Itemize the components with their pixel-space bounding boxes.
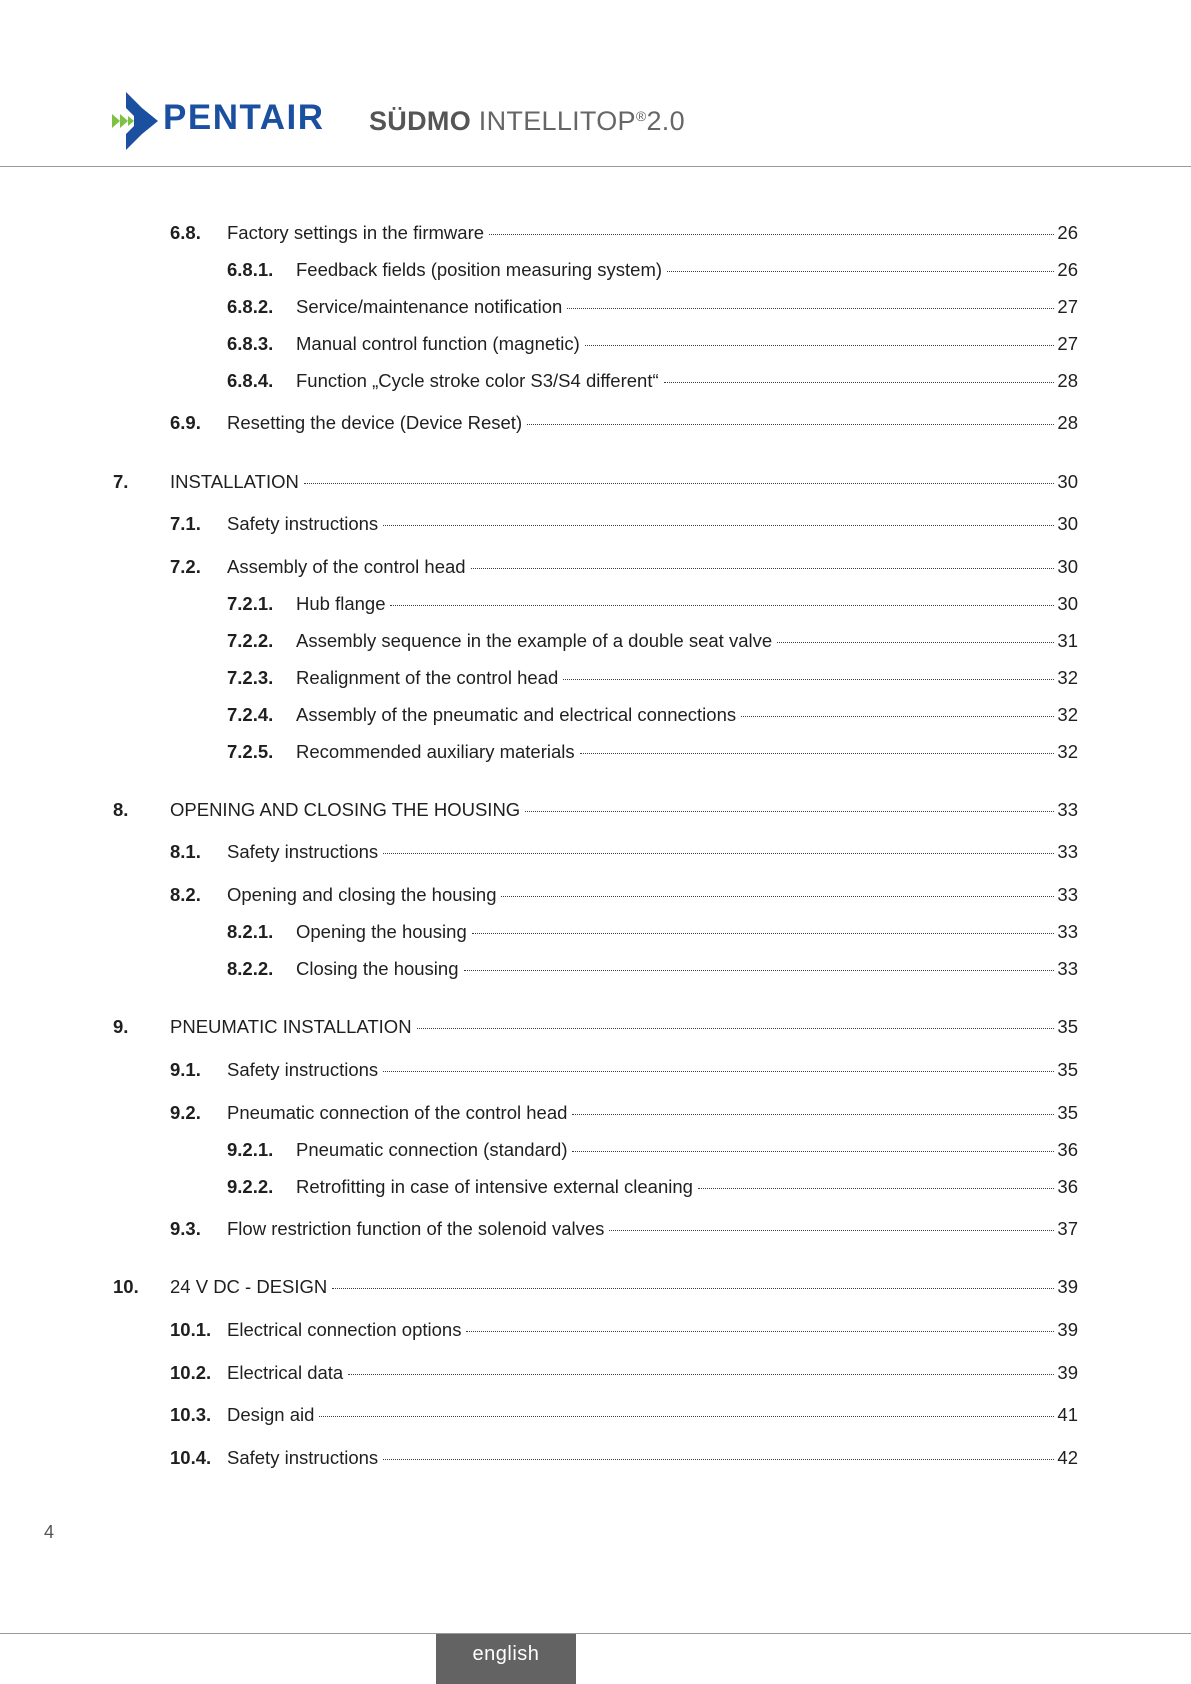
toc-title: Recommended auxiliary materials [296,741,575,762]
toc-entry[interactable] [227,1176,1078,1202]
toc-title: Hub flange [296,593,386,614]
toc-number: 8.2. [170,884,201,905]
toc-leader [304,483,1055,484]
toc-leader [567,308,1054,309]
toc-number: 10.4. [170,1447,212,1468]
toc-page: 39 [1057,1362,1078,1383]
toc-leader [501,896,1054,897]
toc-title: Safety instructions [227,1059,379,1080]
product-name: INTELLITOP [471,106,636,136]
toc-page: 39 [1057,1276,1078,1297]
toc-leader [572,1151,1054,1152]
toc-page: 26 [1057,259,1078,280]
toc-page: 27 [1057,296,1078,317]
toc-title: Manual control function (magnetic) [296,333,580,354]
toc-title: Assembly of the control head [227,556,466,577]
toc-page: 36 [1057,1176,1078,1197]
toc-leader [741,716,1054,717]
toc-page: 28 [1057,370,1078,391]
toc-page: 32 [1057,704,1078,725]
toc-number: 9.1. [170,1059,201,1080]
toc-leader [383,1071,1054,1072]
toc-entry[interactable] [227,1139,1078,1165]
toc-leader [319,1416,1054,1417]
toc-title: Electrical data [227,1362,344,1383]
toc-leader [585,345,1055,346]
toc-title: OPENING AND CLOSING THE HOUSING [170,799,521,820]
toc-title: Assembly of the pneumatic and electrical connections [296,704,737,725]
toc-page: 41 [1057,1404,1078,1425]
toc-leader [464,970,1055,971]
toc-number: 6.8.1. [227,259,274,280]
toc-number: 7.2.2. [227,630,274,651]
toc-leader [471,568,1055,569]
toc-leader [525,811,1054,812]
toc-number: 7.1. [170,513,201,534]
toc-leader [572,1114,1054,1115]
toc-title: Safety instructions [227,1447,379,1468]
toc-entry[interactable] [227,704,1078,730]
toc-entry[interactable] [170,412,1078,438]
toc-leader [489,234,1054,235]
toc-number: 7. [113,471,129,492]
footer-divider [0,1633,1191,1634]
toc-entry[interactable] [170,884,1078,910]
toc-page: 32 [1057,667,1078,688]
toc-entry[interactable] [113,471,1078,497]
toc-entry[interactable] [170,556,1078,582]
toc-entry[interactable] [170,1404,1078,1430]
toc-title: Safety instructions [227,513,379,534]
toc-title: Opening the housing [296,921,467,942]
toc-entry[interactable] [227,921,1078,947]
toc-number: 7.2.4. [227,704,274,725]
toc-number: 6.8.4. [227,370,274,391]
toc-number: 9.2.2. [227,1176,274,1197]
toc-page: 32 [1057,741,1078,762]
toc-number: 7.2.5. [227,741,274,762]
toc-leader [390,605,1054,606]
toc-title: Flow restriction function of the solenoid valves [227,1218,605,1239]
toc-entry[interactable] [170,1319,1078,1345]
brand-name: PENTAIR [163,98,325,137]
toc-number: 6.9. [170,412,201,433]
toc-page: 30 [1057,471,1078,492]
product-version: 2.0 [646,106,685,136]
toc-number: 10.1. [170,1319,212,1340]
toc-page: 28 [1057,412,1078,433]
toc-number: 10. [113,1276,139,1297]
toc-entry[interactable] [227,296,1078,322]
toc-leader [466,1331,1054,1332]
toc-leader [609,1230,1054,1231]
toc-number: 7.2. [170,556,201,577]
toc-title: Safety instructions [227,841,379,862]
registered-mark: ® [635,108,647,124]
toc-entry[interactable] [113,1276,1078,1302]
toc-leader [698,1188,1054,1189]
toc-entry[interactable] [113,1016,1078,1042]
toc-page: 27 [1057,333,1078,354]
toc-leader [383,1459,1054,1460]
toc-title: Resetting the device (Device Reset) [227,412,523,433]
toc-title: Opening and closing the housing [227,884,497,905]
toc-page: 33 [1057,921,1078,942]
toc-page: 30 [1057,593,1078,614]
toc-leader [580,753,1055,754]
toc-number: 10.2. [170,1362,212,1383]
toc-title: Design aid [227,1404,315,1425]
toc-entry[interactable] [170,1362,1078,1388]
toc-page: 33 [1057,841,1078,862]
toc-number: 6.8. [170,222,201,243]
toc-title: Pneumatic connection of the control head [227,1102,568,1123]
toc-leader [472,933,1055,934]
toc-title: Function „Cycle stroke color S3/S4 different“ [296,370,659,391]
toc-number: 8.1. [170,841,201,862]
toc-page: 35 [1057,1102,1078,1123]
toc-page: 36 [1057,1139,1078,1160]
language-tab: english [436,1634,576,1684]
toc-title: Retrofitting in case of intensive external cleaning [296,1176,693,1197]
toc-entry[interactable] [113,799,1078,825]
toc-page: 30 [1057,556,1078,577]
toc-entry[interactable] [170,222,1078,248]
toc-page: 30 [1057,513,1078,534]
toc-page: 31 [1057,630,1078,651]
toc-entry[interactable] [170,513,1078,539]
toc-number: 8.2.1. [227,921,274,942]
toc-page: 39 [1057,1319,1078,1340]
product-title [369,106,685,137]
toc-entry[interactable] [227,593,1078,619]
toc-page: 35 [1057,1016,1078,1037]
toc-entry[interactable] [227,667,1078,693]
toc-entry[interactable] [170,1102,1078,1128]
toc-title: Service/maintenance notification [296,296,563,317]
toc-entry[interactable] [170,841,1078,867]
header-divider [0,166,1191,167]
toc-number: 9.3. [170,1218,201,1239]
toc-title: Electrical connection options [227,1319,462,1340]
toc-entry[interactable] [170,1447,1078,1473]
toc-leader [383,853,1054,854]
toc-leader [777,642,1054,643]
toc-page: 33 [1057,884,1078,905]
toc-number: 6.8.2. [227,296,274,317]
toc-title: Feedback fields (position measuring system) [296,259,663,280]
toc-number: 10.3. [170,1404,212,1425]
toc-title: Realignment of the control head [296,667,559,688]
toc-leader [563,679,1054,680]
toc-page: 33 [1057,958,1078,979]
toc-title: INSTALLATION [170,471,299,492]
toc-leader [417,1028,1055,1029]
product-brand: SÜDMO [369,106,471,136]
toc-number: 6.8.3. [227,333,274,354]
toc-page: 42 [1057,1447,1078,1468]
toc-leader [348,1374,1054,1375]
toc-leader [332,1288,1054,1289]
toc-number: 8. [113,799,129,820]
toc-leader [667,271,1054,272]
toc-leader [664,382,1055,383]
toc-title: Factory settings in the firmware [227,222,485,243]
pentair-logo-icon [112,92,158,150]
toc-number: 8.2.2. [227,958,274,979]
toc-number: 7.2.1. [227,593,274,614]
page-number: 4 [44,1522,55,1542]
toc-leader [383,525,1054,526]
toc-entry[interactable] [227,370,1078,396]
toc-title: Pneumatic connection (standard) [296,1139,568,1160]
toc-title: 24 V DC - DESIGN [170,1276,328,1297]
toc-entry[interactable] [227,333,1078,359]
toc-title: Assembly sequence in the example of a double seat valve [296,630,773,651]
toc-number: 7.2.3. [227,667,274,688]
toc-entry[interactable] [170,1059,1078,1085]
toc-page: 37 [1057,1218,1078,1239]
toc-number: 9.2. [170,1102,201,1123]
toc-leader [527,424,1054,425]
toc-title: PNEUMATIC INSTALLATION [170,1016,412,1037]
toc-entry[interactable] [227,630,1078,656]
toc-entry[interactable] [227,741,1078,767]
toc-entry[interactable] [170,1218,1078,1244]
toc-page: 33 [1057,799,1078,820]
toc-page: 35 [1057,1059,1078,1080]
toc-entry[interactable] [227,259,1078,285]
page-header [0,0,1191,168]
toc-title: Closing the housing [296,958,459,979]
toc-entry[interactable] [227,958,1078,984]
toc-page: 26 [1057,222,1078,243]
toc-number: 9. [113,1016,129,1037]
toc-number: 9.2.1. [227,1139,274,1160]
